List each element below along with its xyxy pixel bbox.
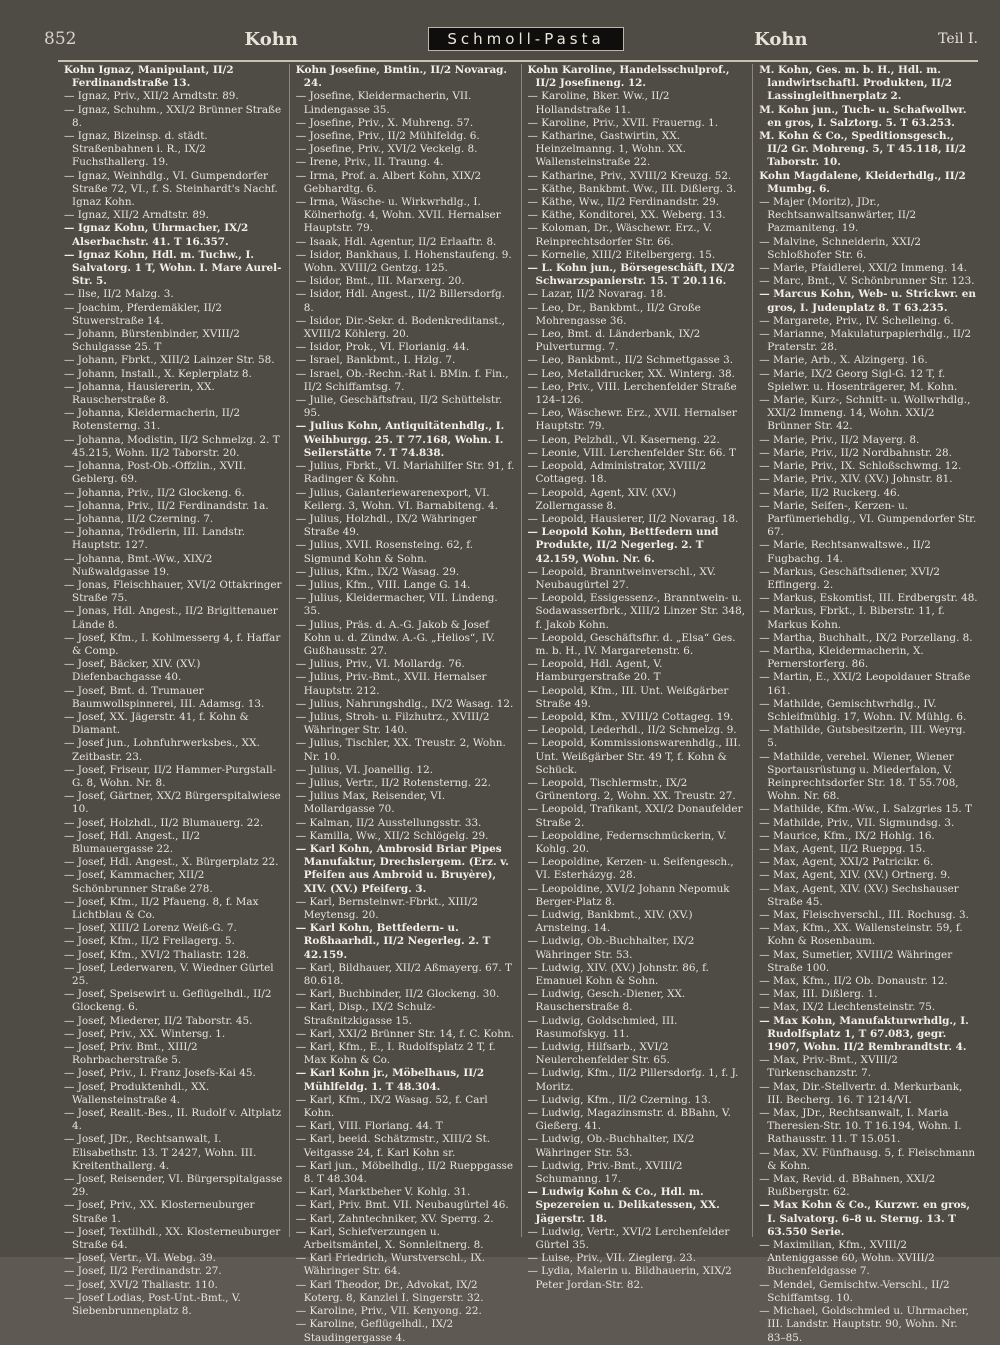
directory-entry: — Max, Fleischverschl., III. Rochusg. 3. <box>759 909 969 921</box>
directory-entry: M. Kohn, Ges. m. b. H., Hdl. m. landwirtschaftl. Produkten, II/2 Lassingleithnerplatz 2. <box>759 64 953 103</box>
column-2 <box>290 64 522 1344</box>
directory-entry: — Jonas, Hdl. Angest., II/2 Brigittenauer Lände 8. <box>64 605 278 631</box>
directory-entry: — Joachim, Pferdemäkler, II/2 Stuwerstraße 14. <box>64 301 222 327</box>
directory-entry: — Julius, XVII. Rosensteing. 62, f. Sigmund Kohn & Sohn. <box>295 539 474 565</box>
directory-entry: — Max, JDr., Rechtsanwalt, I. Maria Theresien-Str. 10. T 16.194, Wohn. I. Rathausstr. 11. T 15.051. <box>759 1107 962 1146</box>
directory-entry: M. Kohn & Co., Speditionsgesch., II/2 Gr. Mohreng. 5, T 45.118, II/2 Taborstr. 10. <box>759 130 966 169</box>
directory-entry: — Marie, Priv., XIV. (XV.) Johnstr. 81. <box>759 473 953 486</box>
directory-entry: — Johanna, Kleidermacherin, II/2 Rotensterng. 31. <box>64 407 241 433</box>
directory-entry: M. Kohn jun., Tuch- u. Schafwollwr. en gros, I. Salztorg. 5. T 63.253. <box>759 103 967 129</box>
volume-label: Teil I. <box>938 31 978 47</box>
directory-entry: — Isidor, Dir.-Sekr. d. Bodenkreditanst., XVIII/2 Köhlerg. 20. <box>295 314 506 341</box>
directory-entry: — Mathilde, Gutsbesitzerin, III. Weyrg. 5. <box>759 724 966 750</box>
directory-entry: — Jonas, Fleischhauer, XVI/2 Ottakringer Straße 75. <box>64 578 282 605</box>
directory-entry: — Josef, Bäcker, XIV. (XV.) Diefenbachgasse 40. <box>64 658 201 684</box>
directory-entry: — Isaak, Hdl. Agentur, II/2 Erlaaftr. 8. <box>295 235 497 248</box>
directory-entry: — Julius, Vertr., II/2 Rotensterng. 22. <box>295 776 491 789</box>
directory-entry: — Ignaz Kohn, Hdl. m. Tuchw., I. Salvatorg. 1 T, Wohn. I. Mare Aurel-Str. 5. <box>64 248 282 288</box>
directory-entry: — Ludwig, Vertr., XVI/2 Lerchenfelder Gürtel 35. <box>527 1225 730 1252</box>
directory-entry: — Ignaz, XII/2 Arndtstr. 89. <box>64 209 209 222</box>
directory-entry: — Katharine, Priv., XVIII/2 Kreuzg. 52. <box>527 169 732 182</box>
directory-entry: — Max Kohn & Co., Kurzwr. en gros, I. Salvatorg. 6–8 u. Sterng. 13. T 63.550 Serie. <box>759 1199 970 1238</box>
directory-entry: — Max, Agent, II/2 Rueppg. 15. <box>759 842 926 855</box>
directory-entry: — Ignaz, Bizeinsp. d. städt. Straßenbahnen i. R., IX/2 Fuchsthallerg. 19. <box>64 130 208 169</box>
directory-entry: — Julius, Kfm., IX/2 Wasag. 29. <box>295 565 460 578</box>
directory-entry: Kohn Karoline, Handelsschulprof., II/2 Josefineng. 12. <box>527 64 730 90</box>
directory-entry: — Margarete, Priv., IV. Schelleing. 6. <box>759 314 954 327</box>
directory-entry: — Martin, E., XXI/2 Leopoldauer Straße 161. <box>759 671 971 697</box>
directory-entry: — Ludwig, Ob.-Buchhalter, IX/2 Währinger Str. 53. <box>527 1133 695 1159</box>
directory-entry: — Leopold Kohn, Bettfedern und Produkte, II/2 Negerleg. 2. T 42.159, Wohn. Nr. 6. <box>527 526 719 565</box>
directory-entry: — Leo, Priv., VIII. Lerchenfelder Straße 124–126. <box>527 380 737 407</box>
directory-entry: — Josefine, Priv., XVI/2 Veckelg. 8. <box>295 143 478 156</box>
directory-entry: — Josef, Hdl. Angest., II/2 Blumauergasse 22. <box>64 829 201 855</box>
directory-entry: — Käthe, Konditorei, XX. Weberg. 13. <box>527 209 726 222</box>
directory-entry: — Ludwig, Priv.-Bmt., XVIII/2 Schumanng. 17. <box>527 1159 683 1186</box>
directory-entry: — Josef, Priv., XX. Wintersg. 1. <box>64 1027 226 1040</box>
directory-entry: — Irma, Wäsche- u. Wirkwrhdlg., I. Kölnerhofg. 4, Wohn. XVII. Hernalser Hauptstr. 79. <box>295 196 501 235</box>
directory-entry: — Markus, Eskomtist, III. Erdbergstr. 48. <box>759 592 978 605</box>
directory-entry: — Isidor, Bankhaus, I. Hohenstaufeng. 9. Wohn. XVIII/2 Gentzg. 125. <box>295 248 512 275</box>
directory-entry: — Josef, Bmt. d. Trumauer Baumwollspinnerei, III. Adamsg. 13. <box>64 684 265 710</box>
directory-entry: — Josef Lodias, Post-Unt.-Bmt., V. Siebenbrunnenplatz 8. <box>64 1291 241 1318</box>
directory-entry: — Ludwig, Goldschmied, III. Rasumofskyg. 11. <box>527 1014 678 1040</box>
directory-entry: — Isidor, Bmt., III. Marxerg. 20. <box>295 275 465 288</box>
directory-entry: — Karl, Buchbinder, II/2 Glockeng. 30. <box>295 988 500 1001</box>
directory-entry: — Ignaz, Schuhm., XXI/2 Brünner Straße 8. <box>64 103 282 129</box>
directory-entry: — Ludwig, Kfm., II/2 Pillersdorfg. 1, f. J. Moritz. <box>527 1067 739 1093</box>
directory-entry: — Marie, Seifen-, Kerzen- u. Parfümeriehdlg., VI. Gumpendorfer Str. 67. <box>759 499 977 539</box>
directory-entry: — Josef, Textilhdl., XX. Klosterneuburger Straße 64. <box>64 1225 281 1252</box>
directory-entry: — Johann, Bürstenbinder, XVIII/2 Schulgasse 25. T <box>64 328 240 354</box>
directory-entry: — Julius, Galanteriewarenexport, VI. Keilerg. 3, Wohn. VI. Barnabiteng. 4. <box>295 486 498 512</box>
directory-entry: — Marie, II/2 Ruckerg. 46. <box>759 486 900 499</box>
directory-entry: — Josef, Kfm., XVI/2 Thaliastr. 128. <box>64 948 250 961</box>
directory-entry: — Josef, Priv., XX. Klosterneuburger Straße 1. <box>64 1199 255 1225</box>
directory-entry: — Leopold, Hdl. Agent, V. Hamburgerstraße 20. T <box>527 658 663 684</box>
directory-entry: Kohn Josefine, Bmtin., II/2 Novarag. 24. <box>295 64 508 90</box>
directory-entry: — Leo, Bmt. d. Länderbank, IX/2 Pulverturmg. 7. <box>527 328 701 354</box>
directory-entry: — Josef, Kammacher, XII/2 Schönbrunner Straße 278. <box>64 869 213 895</box>
directory-entry: — Max, Revid. d. BBahnen, XXI/2 Rußbergstr. 62. <box>759 1173 936 1199</box>
directory-entry: — Johanna, Priv., II/2 Ferdinandstr. 1a. <box>64 499 269 512</box>
directory-entry: — Josefine, Priv., II/2 Mühlfeldg. 6. <box>295 130 480 143</box>
directory-entry: — Max, III. Dißlerg. 1. <box>759 988 878 1001</box>
directory-entry: — Julius, Holzhdl., IX/2 Währinger Straße 49. <box>295 512 477 539</box>
directory-entry: — Majer (Moritz), JDr., Rechtsanwaltsanwärter, II/2 Pazmaniteng. 19. <box>759 196 917 235</box>
directory-entry: — Josef, Friseur, II/2 Hammer-Purgstall-G. 8, Wohn. Nr. 8. <box>64 763 277 789</box>
page-number: 852 <box>44 29 77 49</box>
directory-entry: — Julius, Stroh- u. Filzhutrz., XVIII/2 Währinger Str. 140. <box>295 710 490 737</box>
directory-entry: — Leopold, Kfm., XVIII/2 Cottageg. 19. <box>527 710 734 723</box>
column-4 <box>753 64 984 1344</box>
directory-entry: — Leopold, Hausierer, II/2 Novarag. 18. <box>527 512 739 525</box>
directory-entry: — Karl, Marktbeher V. Kohlg. 31. <box>295 1186 471 1199</box>
directory-entry: — Josef, Priv. Bmt., XIII/2 Rohrbacherstraße 5. <box>64 1041 198 1067</box>
directory-entry: — Koloman, Dr., Wäschewr. Erz., V. Reinprechtsdorfer Str. 66. <box>527 222 713 248</box>
directory-entry: — Karl Theodor, Dr., Advokat, IX/2 Koterg. 8, Kanzlei I. Singerstr. 32. <box>295 1278 484 1304</box>
directory-entry: — Malvine, Schneiderin, XXI/2 Schloßhofer Str. 6. <box>759 235 921 261</box>
directory-entry: — Markus, Fbrkt., I. Biberstr. 11, f. Markus Kohn. <box>759 605 945 631</box>
directory-entry: — Maximilian, Kfm., XVIII/2 Anteniggasse 60, Wohn. XVIII/2 Buchenfeldgasse 7. <box>759 1239 935 1278</box>
directory-entry: — Ludwig, Ob.-Buchhalter, IX/2 Währinger Str. 53. <box>527 935 695 961</box>
directory-entry: — Ilse, II/2 Malzg. 3. <box>64 288 174 301</box>
directory-entry: — Julius, Kleidermacher, VII. Lindeng. 35. <box>295 592 498 618</box>
directory-entry: — Katharine, Gastwirtin, XX. Heinzelmanng. 1, Wohn. XX. Wallensteinstraße 22. <box>527 130 686 169</box>
directory-entry: — Max, XV. Fünfhausg. 5, f. Fleischmann & Kohn. <box>759 1146 976 1172</box>
directory-entry: — Josef, Lederwaren, V. Wiedner Gürtel 25. <box>64 961 274 988</box>
directory-entry: — Julius, Kfm., VIII. Lange G. 14. <box>295 578 471 591</box>
directory-entry: — Marie, Rechtsanwaltswe., II/2 Fugbachg. 14. <box>759 539 931 565</box>
directory-entry: — Max, Priv.-Bmt., XVIII/2 Türkenschanzstr. 7. <box>759 1054 898 1080</box>
directory-entry: — Leopold, Essigessenz-, Branntwein- u. Sodawasserfbrk., XIII/2 Linzer Str. 348, f. Jakob Kohn. <box>527 592 746 631</box>
directory-entry: — Markus, Geschäftsdiener, XVI/2 Effingerg. 2. <box>759 565 941 591</box>
directory-entry: — Max, IX/2 Liechtensteinstr. 75. <box>759 1001 936 1014</box>
directory-entry: — Julie, Geschäftsfrau, II/2 Schüttelstr. 95. <box>295 394 503 420</box>
directory-entry: — Josef, Priv., I. Franz Josefs-Kai 45. <box>64 1067 256 1080</box>
directory-entry: — Johanna, Priv., II/2 Glockeng. 6. <box>64 486 245 499</box>
directory-entry: — Leo, Bankbmt., II/2 Schmettgasse 3. <box>527 354 733 367</box>
directory-entry: — Karl Kohn, Ambrosid Briar Pipes Manufaktur, Drechslergem. (Erz. v. Pfeifen aus Ambroid u. Bruyère), XIV. (XV.) Pfeiferg. 3. <box>295 842 509 895</box>
directory-entry: — Johanna, Bmt.-Ww., XIX/2 Nußwaldgasse 19. <box>64 552 213 578</box>
directory-entry: — Mathilde, Kfm.-Ww., I. Salzgries 15. T <box>759 803 972 816</box>
directory-entry: — Martha, Kleidermacherin, X. Pernerstorferg. 86. <box>759 644 924 671</box>
directory-entry: — Max, Kfm., II/2 Ob. Donaustr. 12. <box>759 975 948 988</box>
directory-entry: — Josef, XX. Jägerstr. 41, f. Kohn & Diamant. <box>64 710 249 737</box>
directory-entry: — Max, Agent, XXI/2 Patricikr. 6. <box>759 856 934 869</box>
directory-entry: — Käthe, Ww., II/2 Ferdinandstr. 29. <box>527 196 720 209</box>
directory-entry: — Julius, VI. Joanellig. 12. <box>295 763 433 776</box>
directory-entry: — Karl, VIII. Floriang. 44. T <box>295 1120 443 1133</box>
directory-entry: — Maurice, Kfm., IX/2 Hohlg. 16. <box>759 829 935 842</box>
directory-entry: — Leopold, Administrator, XVIII/2 Cottageg. 18. <box>527 460 707 486</box>
directory-entry: — Karl, XXI/2 Brünner Str. 14, f. C. Kohn. <box>295 1027 514 1040</box>
directory-entry: — Josef, XIII/2 Lorenz Weiß-G. 7. <box>64 922 237 935</box>
directory-entry: — Lazar, II/2 Novarag. 18. <box>527 288 667 301</box>
directory-entry: — Josef jun., Lohnfuhrwerksbes., XX. Zeitbastr. 23. <box>64 737 260 763</box>
directory-entry: — Leopold, Kfm., III. Unt. Weißgärber Straße 49. <box>527 684 729 710</box>
directory-entry: — Ludwig Kohn & Co., Hdl. m. Spezereien u. Delikatessen, XX. Jägerstr. 18. <box>527 1186 720 1225</box>
directory-entry: — Israel, Ob.-Rechn.-Rat i. BMin. f. Fin., II/2 Schiffamtsg. 7. <box>295 367 509 393</box>
directory-entry: — Julius, Nahrungshdlg., IX/2 Wasag. 12. <box>295 697 514 710</box>
directory-entry: — Karl Kohn, Bettfedern- u. Roßhaarhdl., II/2 Negerleg. 2. T 42.159. <box>295 922 491 961</box>
directory-entry: — Johanna, II/2 Czerning. 7. <box>64 512 214 525</box>
directory-entry: — Josef, Kfm., II/2 Pfaueng. 8, f. Max Lichtblau & Co. <box>64 895 259 921</box>
directory-entry: — Leo, Metalldrucker, XX. Winterg. 38. <box>527 367 735 380</box>
directory-entry: — Mathilde, Priv., VII. Sigmundsg. 3. <box>759 816 955 829</box>
column-3 <box>522 64 754 1291</box>
advertisement-banner: Schmoll-Pasta <box>428 27 623 51</box>
directory-entry: — Johann, Fbrkt., XIII/2 Lainzer Str. 58. <box>64 354 275 367</box>
directory-entry: — Karl Friedrich, Wurstverschl., IX. Währinger Str. 64. <box>295 1252 485 1278</box>
directory-entry: — Josef, JDr., Rechtsanwalt, I. Elisabethstr. 13. T 2427, Wohn. III. Kreitenthallerg. 4. <box>64 1133 257 1172</box>
directory-entry: Kohn Ignaz, Manipulant, II/2 Ferdinandstraße 13. <box>64 64 234 90</box>
header-right-name: Kohn <box>754 28 808 50</box>
directory-entry: — Johanna, Trödlerin, III. Landstr. Hauptstr. 127. <box>64 526 246 552</box>
directory-entry: — Ludwig, Bankbmt., XIV. (XV.) Arnsteing. 14. <box>527 909 693 935</box>
directory-entry: — Leopold, Tischlermstr., IX/2 Grünentorg. 2, Wohn. XX. Treustr. 27. <box>527 776 736 803</box>
directory-entry: — Josef, Kfm., II/2 Freilagerg. 5. <box>64 935 235 948</box>
directory-entry: — Ludwig, Hilfsarb., XVI/2 Neulerchenfelder Str. 65. <box>527 1041 670 1067</box>
directory-entry: — Johanna, Modistin, II/2 Schmelzg. 2. T 45.215, Wohn. II/2 Taborstr. 20. <box>64 433 280 459</box>
directory-entry: — Josef, Vertr., VI. Webg. 39. <box>64 1252 216 1265</box>
directory-entry: — Josef, Gärtner, XX/2 Bürgerspitalwiese 10. <box>64 790 281 816</box>
page-header <box>44 26 978 52</box>
directory-entry: — Ignaz Kohn, Uhrmacher, IX/2 Alserbachstr. 41. T 16.357. <box>64 222 249 248</box>
directory-entry: — Josef, Realit.-Bes., II. Rudolf v. Altplatz 4. <box>64 1107 282 1133</box>
directory-entry: — Lydia, Malerin u. Bildhauerin, XIX/2 Peter Jordan-Str. 82. <box>527 1265 732 1291</box>
directory-entry: — Leopold, Branntweinverschl., XV. Neubaugürtel 27. <box>527 565 716 591</box>
directory-entry: — Leopold, Trafikant, XXI/2 Donaufelder Straße 2. <box>527 803 743 829</box>
directory-entry: — Karl, Kfm., IX/2 Wasag. 52, f. Carl Kohn. <box>295 1093 488 1120</box>
directory-entry: — Karl, Priv. Bmt. VII. Neubaugürtel 46. <box>295 1199 509 1212</box>
directory-entry: — Leopold, Agent, XIV. (XV.) Zollerngasse 8. <box>527 486 677 512</box>
directory-entry: — Leo, Dr., Bankbmt., II/2 Große Mohrengasse 36. <box>527 301 701 327</box>
directory-entry: — Marianne, Makulaturpapierhdlg., II/2 Praterstr. 28. <box>759 328 972 354</box>
directory-entry: — Josef, Speisewirt u. Geflügelhdl., II/2 Glockeng. 6. <box>64 988 272 1014</box>
directory-entry: — Käthe, Bankbmt. Ww., III. Dißlerg. 3. <box>527 182 737 195</box>
directory-entry: — Max, Kfm., XX. Wallensteinstr. 59, f. Kohn & Rosenbaum. <box>759 922 963 948</box>
directory-entry: — Mendel, Gemischtw.-Verschl., II/2 Schiffamtsg. 10. <box>759 1278 950 1304</box>
directory-entry: — Leopoldine, XVI/2 Johann Nepomuk Berger-Platz 8. <box>527 882 730 908</box>
directory-entry: — Josefine, Kleidermacherin, VII. Lindengasse 35. <box>295 90 472 116</box>
directory-entry: — Max, Agent, XIV. (XV.) Ortnerg. 9. <box>759 869 951 882</box>
directory-entry: — Irma, Prof. a. Albert Kohn, XIX/2 Gebhardtg. 6. <box>295 169 482 195</box>
directory-entry: — Karoline, Bker. Ww., II/2 Hollandstraße 11. <box>527 90 670 116</box>
directory-entry: — Julius, Präs. d. A.-G. Jakob & Josef Kohn u. d. Zündw. A.-G. „Helios“, IV. Gußhausstr. 27. <box>295 618 495 657</box>
directory-entry: — Max Kohn, Manufakturwrhdlg., I. Rudolfsplatz 1, T 67.083, gegr. 1907, Wohn. II/2 Rembrandtstr. 4. <box>759 1014 969 1054</box>
directory-entry: — Karoline, Geflügelhdl., IX/2 Staudingergasse 4. <box>295 1318 454 1344</box>
directory-entry: — Karl, Bernsteinwr.-Fbrkt., XIII/2 Meytensg. 20. <box>295 895 478 921</box>
directory-entry: — Marie, Priv., II/2 Nordbahnstr. 28. <box>759 446 952 459</box>
directory-entry: — Josefine, Priv., X. Muhreng. 57. <box>295 116 474 129</box>
directory-entry: — Karoline, Priv., XVII. Frauerng. 1. <box>527 116 719 129</box>
directory-entry: — Martha, Buchhalt., IX/2 Porzellang. 8. <box>759 631 973 644</box>
directory-entry: — Max, Agent, XIV. (XV.) Sechshauser Straße 45. <box>759 882 959 908</box>
directory-entry: — Marcus Kohn, Web- u. Strickwr. en gros, I. Judenplatz 8. T 63.235. <box>759 288 976 314</box>
directory-entry: — Johanna, Post-Ob.-Offzlin., XVII. Geblerg. 69. <box>64 460 247 486</box>
directory-entry: — Michael, Goldschmied u. Uhrmacher, III. Landstr. Hauptstr. 90, Wohn. Nr. 83–85. <box>759 1305 969 1344</box>
directory-entry: — Marie, Arb., X. Alzingerg. 16. <box>759 354 928 367</box>
directory-entry: — Marie, Kurz-, Schnitt- u. Wollwrhdlg., XXI/2 Immeng. 14, Wohn. XXI/2 Brünner Str. 42. <box>759 394 971 433</box>
directory-entry: — Karl Kohn jr., Möbelhaus, II/2 Mühlfeldg. 1. T 48.304. <box>295 1067 485 1093</box>
directory-entry: — Ludwig, XIV. (XV.) Johnstr. 86, f. Emanuel Kohn & Sohn. <box>527 961 709 988</box>
directory-entry: — Julius, Priv., VI. Mollardg. 76. <box>295 658 465 671</box>
directory-entry: — Karl, Disp., IX/2 Schulz-Straßnitzkigasse 15. <box>295 1001 436 1027</box>
directory-entry: — Josef, XVI/2 Thaliastr. 110. <box>64 1278 218 1291</box>
directory-entry: — Josef, Hdl. Angest., X. Bürgerplatz 22. <box>64 856 279 869</box>
directory-entry: — Ludwig, Gesch.-Diener, XX. Rauscherstraße 8. <box>527 988 686 1014</box>
directory-entry: — Leo, Wäschewr. Erz., XVII. Hernalser Hauptstr. 79. <box>527 407 737 433</box>
directory-entry: — Israel, Bankbmt., I. Hzlg. 7. <box>295 354 456 367</box>
directory-entry: — Julius, Fbrkt., VI. Mariahilfer Str. 91, f. Radinger & Kohn. <box>295 460 515 486</box>
directory-entry: — Leopoldine, Kerzen- u. Seifengesch., VI. Esterházyg. 28. <box>527 856 734 882</box>
directory-entry: — Leonie, VIII. Lerchenfelder Str. 66. T <box>527 446 736 459</box>
directory-entry: — Julius, Priv.-Bmt., XVII. Hernalser Hauptstr. 212. <box>295 671 487 697</box>
directory-entry: — Karl jun., Möbelhdlg., II/2 Rueppgasse 8. T 48.304. <box>295 1159 514 1186</box>
directory-entry: — Marc, Bmt., V. Schönbrunner Str. 123. <box>759 275 975 288</box>
directory-entry: — Marie, Priv., II/2 Mayerg. 8. <box>759 433 920 446</box>
directory-entry: — Marie, Pfaidlerei, XXI/2 Immeng. 14. <box>759 262 968 275</box>
directory-entry: — Josef, Miederer, II/2 Taborstr. 45. <box>64 1014 253 1027</box>
directory-entry: — Luise, Priv., VII. Zieglerg. 23. <box>527 1252 696 1265</box>
directory-entry: — Karl, beeid. Schätzmstr., XIII/2 St. Veitgasse 24, f. Karl Kohn sr. <box>295 1133 491 1159</box>
directory-entry: — Ignaz, Weinhdlg., VI. Gumpendorfer Straße 72, VI., f. S. Steinhardt's Nachf. Ignaz Kohn. <box>64 169 278 209</box>
directory-entry: — Ludwig, Kfm., II/2 Czerning. 13. <box>527 1093 711 1106</box>
directory-entry: — Mathilde, verehel. Wiener, Wiener Sportausrüstung u. Miederfalon, V. Reinprechtsdorfer Str. 18. T 55.708, Wohn. Nr. 68. <box>759 750 959 803</box>
directory-entry: — Josef, Holzhdl., II/2 Blumauerg. 22. <box>64 816 264 829</box>
directory-entry: — Johanna, Hausiererin, XX. Rauscherstraße 8. <box>64 380 215 407</box>
directory-entry: — Josef, Kfm., I. Kohlmesserg 4, f. Haffar & Comp. <box>64 631 281 657</box>
column-1 <box>58 64 290 1318</box>
directory-entry: — Kornelie, XIII/2 Eitelbergerg. 15. <box>527 248 716 261</box>
directory-entry: — Josef, II/2 Ferdinandstr. 27. <box>64 1265 222 1278</box>
directory-entry: — Kamilla, Ww., XII/2 Schlögelg. 29. <box>295 829 489 842</box>
directory-entry: — Leopoldine, Federnschmückerin, V. Kohlg. 20. <box>527 829 727 855</box>
directory-entry: — Marie, Priv., IX. Schloßschwmg. 12. <box>759 460 962 473</box>
directory-entry: — Irene, Priv., II. Traung. 4. <box>295 156 444 169</box>
directory-entry: — Josef, Reisender, VI. Bürgerspitalgasse 29. <box>64 1173 283 1199</box>
directory-entry: — Karoline, Priv., VII. Kenyong. 22. <box>295 1305 482 1318</box>
directory-entry: — Isidor, Prok., VI. Florianig. 44. <box>295 341 470 354</box>
directory-entry: — Karl, Zahntechniker, XV. Sperrg. 2. <box>295 1212 494 1225</box>
entry-columns <box>58 64 984 1344</box>
directory-entry: — Kalman, II/2 Ausstellungsstr. 33. <box>295 816 482 829</box>
directory-entry: — Karl, Kfm., E., I. Rudolfsplatz 2 T, f. Max Kohn & Co. <box>295 1041 496 1067</box>
directory-entry: — Max, Dir.-Stellvertr. d. Merkurbank, III. Becherg. 16. T 1214/VI. <box>759 1080 963 1106</box>
directory-entry: — Karl, Schiefverzungen u. Arbeitsmäntel, X. Sonnleitnerg. 8. <box>295 1225 484 1252</box>
directory-entry: — Julius Kohn, Antiquitätenhdlg., I. Weihburgg. 25. T 77.168, Wohn. I. Seilerstätte 7. T 74.838. <box>295 420 505 459</box>
directory-entry: — Marie, IX/2 Georg Sigl-G. 12 T, f. Spielwr. u. Hosenträgerer, M. Kohn. <box>759 367 958 393</box>
directory-entry: — Johann, Install., X. Keplerplatz 8. <box>64 367 252 380</box>
directory-entry: — Max, Sumetier, XVIII/2 Währinger Straße 100. <box>759 948 953 974</box>
header-left-name: Kohn <box>244 28 298 50</box>
directory-entry: — Ludwig, Magazinsmstr. d. BBahn, V. Gießerg. 41. <box>527 1107 731 1133</box>
directory-entry: — Isidor, Hdl. Angest., II/2 Billersdorfg. 8. <box>295 288 505 314</box>
directory-entry: Kohn Magdalene, Kleiderhdlg., II/2 Mumbg. 6. <box>759 169 966 195</box>
directory-entry: — Julius Max, Reisender, VI. Mollardgasse 70. <box>295 790 446 816</box>
directory-entry: — Josef, Produktenhdl., XX. Wallensteinstraße 4. <box>64 1080 210 1106</box>
directory-entry: — Leopold, Kommissionswarenhdlg., III. Unt. Weißgärber Str. 49 T, f. Kohn & Schück. <box>527 737 741 776</box>
directory-entry: — Leopold, Geschäftsfhr. d. „Elsa“ Ges. m. b. H., IV. Margaretenstr. 6. <box>527 631 736 657</box>
directory-entry: — Leopold, Lederhdl., II/2 Schmelzg. 9. <box>527 724 737 737</box>
directory-entry: — L. Kohn jun., Börsegeschäft, IX/2 Schwarzspanierstr. 15. T 20.116. <box>527 262 735 288</box>
directory-entry: — Mathilde, Gemischtwrhdlg., IV. Schleifmühlg. 17, Wohn. IV. Mühlg. 6. <box>759 697 967 723</box>
header-rule <box>58 60 978 62</box>
directory-entry: — Leon, Pelzhdl., VI. Kaserneng. 22. <box>527 433 720 446</box>
directory-entry: — Karl, Bildhauer, XII/2 Aßmayerg. 67. T 80.618. <box>295 961 512 988</box>
directory-entry: — Julius, Tischler, XX. Treustr. 2, Wohn. Nr. 10. <box>295 737 506 763</box>
directory-entry: — Ignaz, Priv., XII/2 Arndtstr. 89. <box>64 90 239 103</box>
